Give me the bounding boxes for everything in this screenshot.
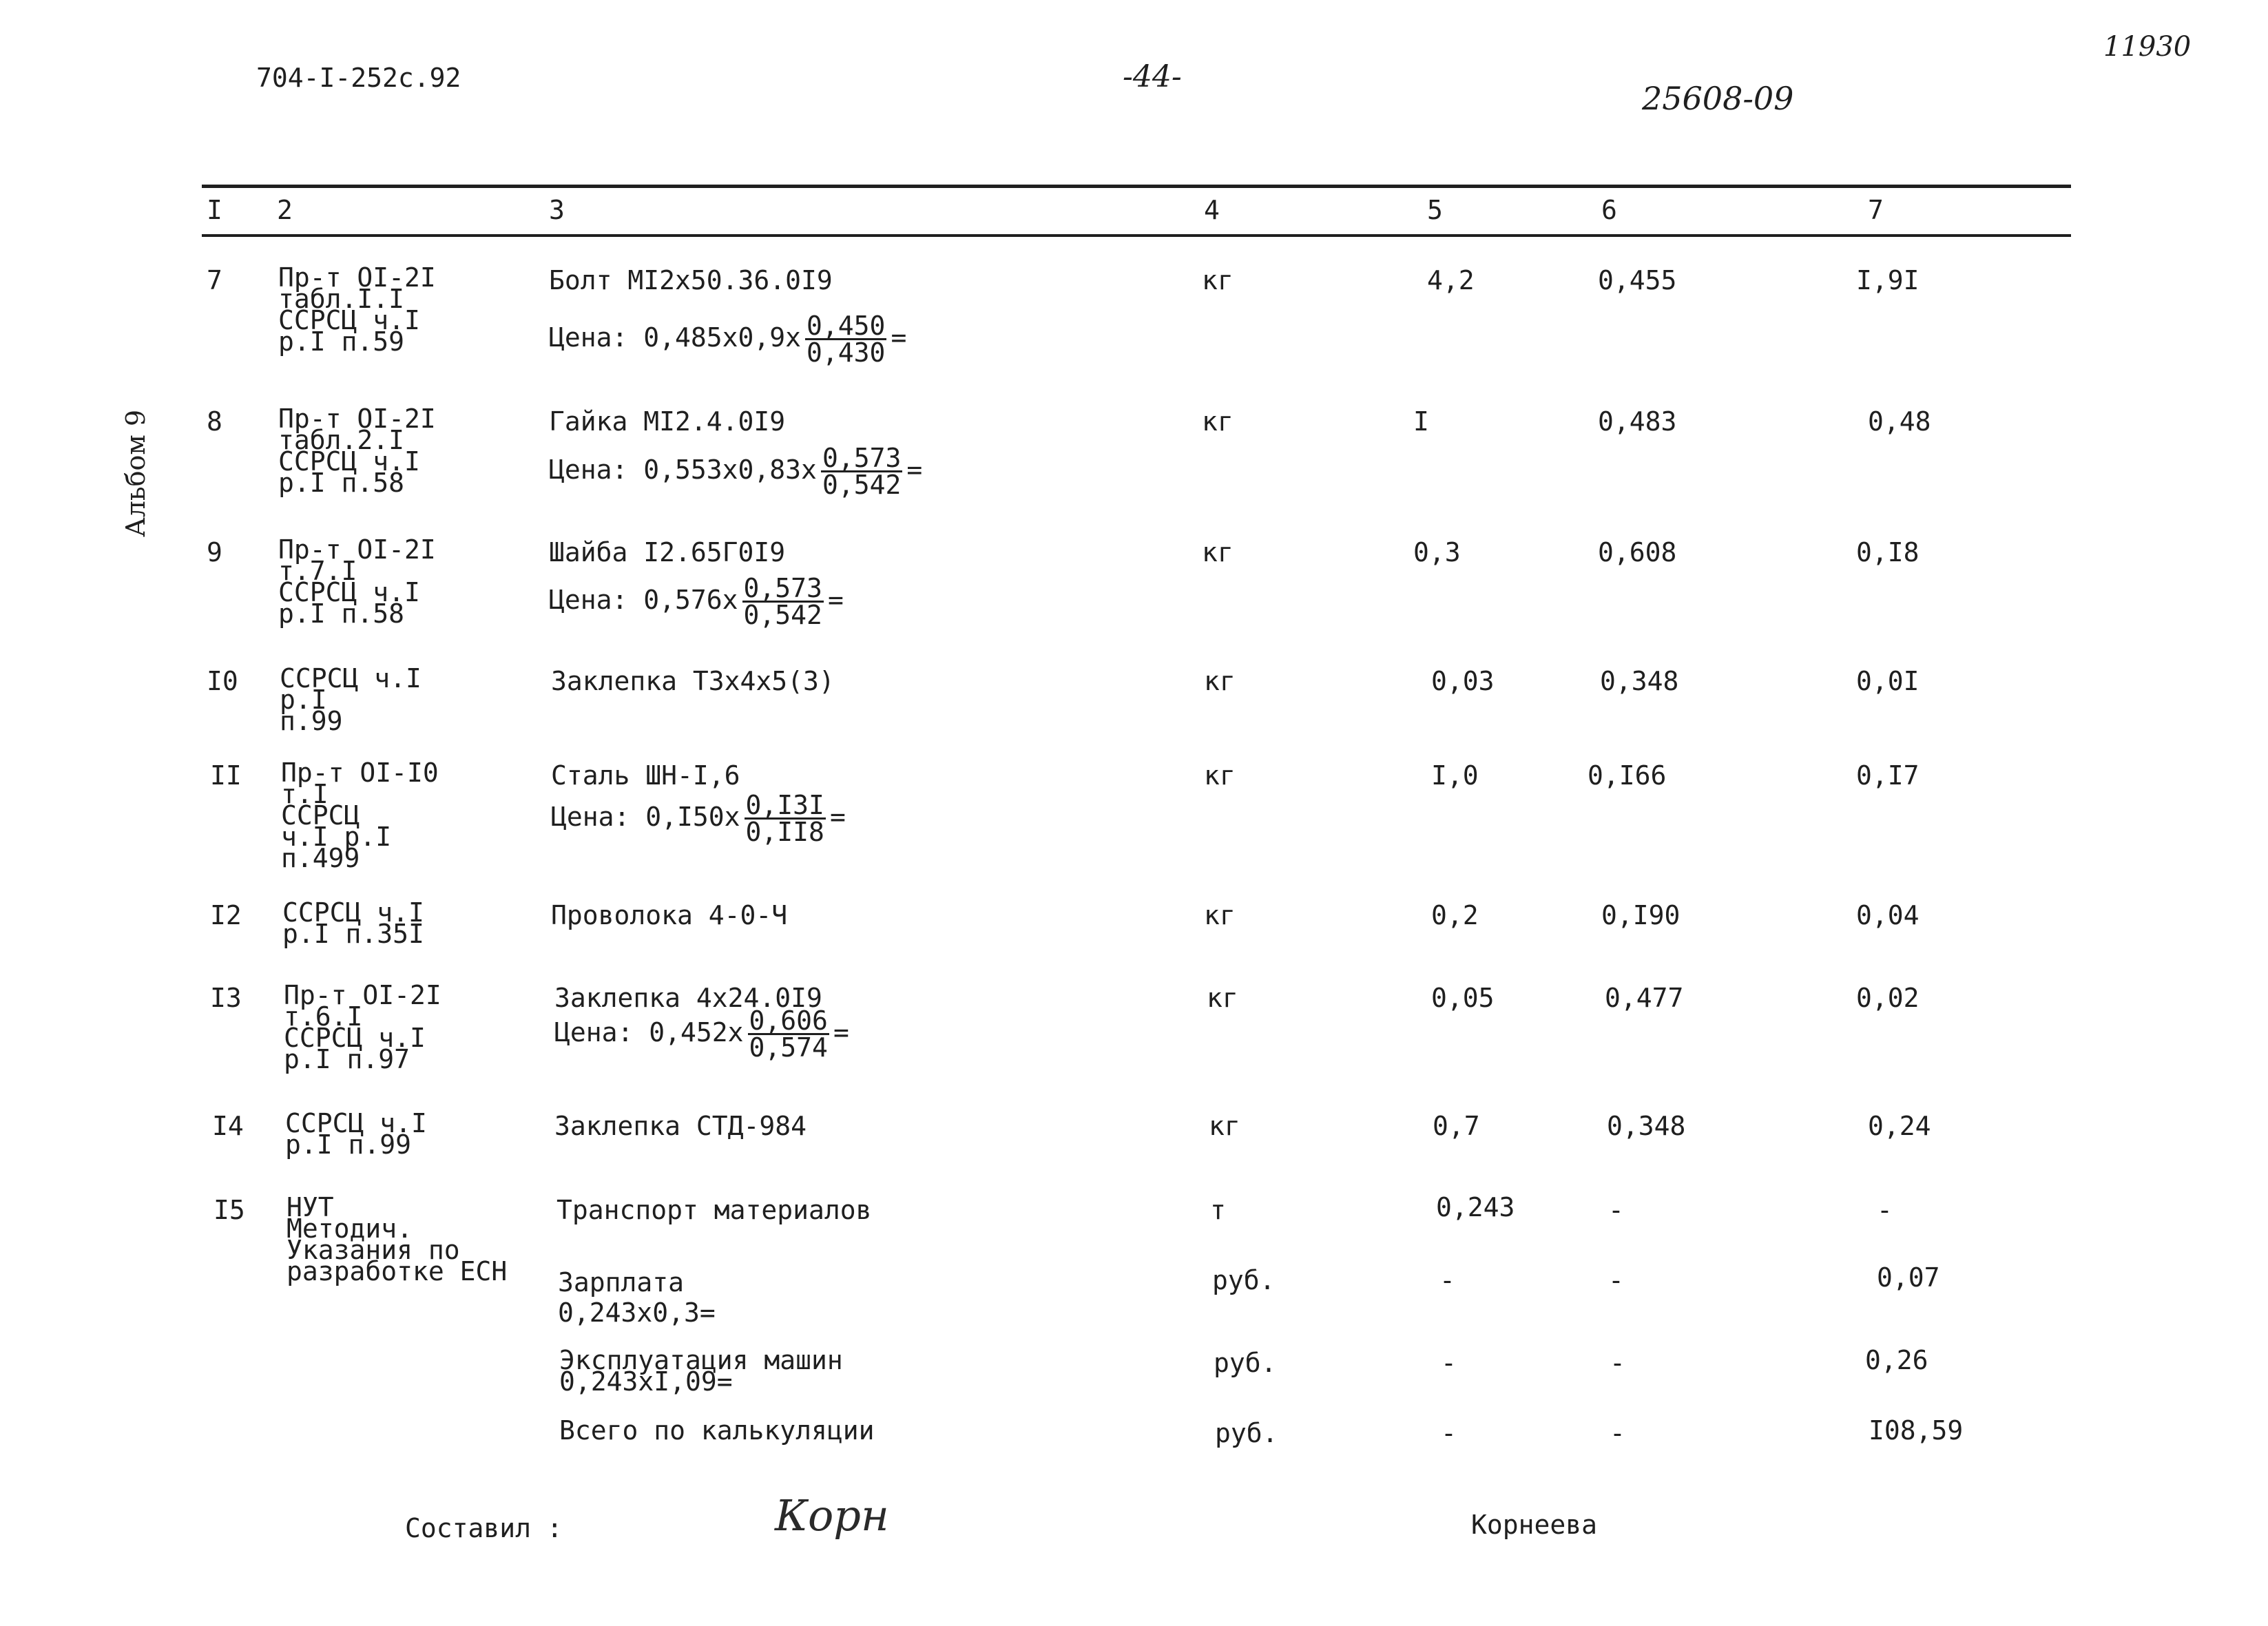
row-price: 0,483: [1598, 406, 1677, 437]
extra-item-line: 0,243х0,3=: [558, 1297, 716, 1328]
row-number: I3: [210, 983, 242, 1013]
price-prefix: Цена: 0,452х: [554, 1017, 744, 1047]
row-price: 0,348: [1600, 666, 1679, 696]
row-quantity: -: [1441, 1418, 1457, 1448]
row-item: Болт МI2х50.36.0I9: [549, 265, 833, 295]
source-line: т.7.I: [278, 556, 357, 586]
row-cost: I,9I: [1856, 265, 1920, 295]
compiled-by-label: Составил :: [405, 1513, 563, 1543]
compiler-name: Корнеева: [1471, 1510, 1598, 1540]
source-line: ССРСЦ ч.I: [278, 446, 420, 477]
column-header-2: 2: [277, 195, 293, 225]
row-quantity: 4,2: [1427, 265, 1475, 295]
row-item: Гайка МI2.4.0I9: [549, 406, 786, 437]
stamp-number: 25608-09: [1642, 80, 1794, 117]
column-header-3: 3: [549, 195, 565, 225]
row-number: II: [210, 760, 242, 791]
row-number: 7: [207, 265, 222, 295]
price-prefix: Цена: 0,553х0,83х: [549, 455, 817, 485]
source-line: р.I п.99: [285, 1129, 412, 1160]
source-line: ССРСЦ ч.I: [282, 897, 424, 928]
source-line: ССРСЦ ч.I: [280, 663, 422, 694]
row-unit: кг: [1207, 983, 1238, 1013]
source-line: р.I п.97: [284, 1044, 410, 1074]
fraction-denominator: 0,430: [807, 337, 886, 368]
row-quantity: 0,7: [1433, 1111, 1480, 1141]
row-source: [278, 262, 436, 357]
row-source: [278, 404, 436, 498]
row-price: -: [1610, 1418, 1625, 1448]
fraction-denominator: 0,II8: [745, 817, 824, 847]
row-unit: кг: [1202, 265, 1234, 295]
row-price: -: [1608, 1195, 1624, 1225]
row-cost: 0,24: [1868, 1111, 1931, 1141]
price-prefix: Цена: 0,I50х: [551, 802, 740, 832]
row-unit: кг: [1204, 900, 1236, 930]
price-formula: [549, 573, 844, 630]
extra-item-line: Всего по калькуляции: [559, 1415, 875, 1446]
extra-item: [559, 1415, 875, 1446]
source-line: ССРСЦ: [281, 800, 360, 831]
row-unit: т: [1210, 1195, 1226, 1225]
fraction-numerator: 0,606: [749, 1005, 828, 1036]
row-item: Транспорт материалов: [556, 1195, 872, 1225]
extra-item: [558, 1267, 716, 1328]
column-header-5: 5: [1427, 195, 1443, 225]
row-quantity: 0,3: [1413, 537, 1461, 567]
fraction-numerator: 0,450: [807, 311, 886, 341]
row-source: [278, 534, 436, 629]
source-line: р.I п.59: [278, 326, 405, 357]
source-line: Методич.: [287, 1213, 413, 1244]
row-unit: кг: [1202, 537, 1234, 567]
row-number: I5: [214, 1195, 245, 1225]
extra-item-line: Зарплата: [558, 1267, 685, 1297]
source-line: Пр-т OI-I0: [281, 758, 439, 788]
source-line: табл.2.I: [278, 425, 405, 455]
fraction-denominator: 0,542: [743, 600, 822, 630]
row-cost: I08,59: [1869, 1415, 1964, 1446]
row-quantity: I,0: [1431, 760, 1479, 791]
row-source: [287, 1192, 508, 1286]
row-cost: 0,48: [1868, 406, 1931, 437]
extra-item: [559, 1345, 843, 1397]
source-line: п.499: [281, 843, 360, 873]
price-prefix: Цена: 0,485х0,9х: [549, 322, 802, 353]
price-fraction: [805, 311, 886, 368]
price-formula: [549, 311, 907, 368]
source-line: разработке ЕСН: [287, 1256, 508, 1286]
source-line: п.99: [280, 706, 343, 736]
doc-code: 704-I-252с.92: [256, 63, 461, 93]
row-quantity: 0,243: [1436, 1192, 1515, 1222]
row-number: 9: [207, 537, 222, 567]
price-suffix: =: [833, 1017, 849, 1047]
price-fraction: [821, 443, 902, 500]
row-price: 0,I66: [1588, 760, 1667, 791]
row-source: [280, 663, 422, 736]
row-quantity: -: [1441, 1348, 1457, 1378]
signature: [775, 1490, 889, 1541]
row-number: I2: [210, 900, 242, 930]
source-line: ч.I р.I: [281, 822, 392, 852]
row-price: 0,I90: [1601, 900, 1681, 930]
column-header-1: I: [207, 195, 222, 225]
column-header-4: 4: [1204, 195, 1220, 225]
row-item: Проволока 4-0-Ч: [551, 900, 788, 930]
row-cost: 0,0I: [1856, 666, 1920, 696]
source-line: Указания по: [287, 1235, 460, 1265]
source-line: ССРСЦ ч.I: [278, 305, 420, 335]
source-line: Пр-т OI-2I: [278, 404, 436, 434]
row-quantity: 0,2: [1431, 900, 1479, 930]
price-suffix: =: [906, 455, 923, 485]
row-unit: руб.: [1212, 1265, 1276, 1295]
row-quantity: 0,05: [1431, 983, 1495, 1013]
price-formula: [551, 790, 846, 847]
page-number: -44-: [1123, 59, 1182, 94]
price-fraction: [742, 573, 824, 630]
price-suffix: =: [827, 585, 844, 615]
row-cost: 0,07: [1877, 1262, 1940, 1293]
source-line: табл.I.I: [278, 284, 405, 314]
row-item: Шайба I2.65Г0I9: [549, 537, 786, 567]
extra-item-line: Эксплуатация машин: [559, 1345, 843, 1375]
source-line: Пр-т OI-2I: [284, 980, 441, 1010]
source-line: р.I п.58: [278, 468, 405, 498]
signature-text: Корн: [775, 1490, 889, 1541]
fraction-denominator: 0,574: [749, 1032, 828, 1063]
row-cost: 0,26: [1865, 1345, 1928, 1375]
row-cost: 0,04: [1856, 900, 1920, 930]
price-fraction: [748, 1005, 829, 1063]
price-suffix: =: [891, 322, 907, 353]
column-header-6: 6: [1601, 195, 1617, 225]
source-line: т.I: [281, 779, 329, 809]
album-side-label: Альбом 9: [121, 409, 151, 537]
source-line: р.I п.58: [278, 598, 405, 629]
source-line: Пр-т OI-2I: [278, 262, 436, 293]
source-line: ССРСЦ ч.I: [284, 1023, 426, 1053]
row-cost: 0,I7: [1856, 760, 1920, 791]
price-formula: [554, 1005, 849, 1063]
row-quantity: I: [1413, 406, 1429, 437]
row-source: [282, 897, 424, 949]
price-fraction: [745, 790, 826, 847]
source-line: ССРСЦ ч.I: [285, 1108, 427, 1138]
row-price: -: [1610, 1348, 1625, 1378]
row-item: Заклепка СТД-984: [554, 1111, 807, 1141]
price-formula: [549, 443, 923, 500]
price-suffix: =: [829, 802, 846, 832]
extra-item-line: 0,243хI,09=: [559, 1366, 733, 1397]
fraction-numerator: 0,573: [822, 443, 902, 473]
source-line: р.I п.35I: [282, 919, 424, 949]
row-price: 0,608: [1598, 537, 1677, 567]
row-number: I4: [212, 1111, 244, 1141]
row-quantity: 0,03: [1431, 666, 1495, 696]
row-item: Сталь ШН-I,6: [551, 760, 740, 791]
header-top-rule: [202, 185, 2071, 188]
row-cost: -: [1877, 1195, 1893, 1225]
fraction-numerator: 0,I3I: [745, 790, 824, 820]
fraction-denominator: 0,542: [822, 470, 902, 500]
source-line: ССРСЦ ч.I: [278, 577, 420, 607]
row-unit: кг: [1204, 760, 1236, 791]
header-bottom-rule: [202, 234, 2071, 237]
row-item: Заклепка Т3х4х5(3): [551, 666, 835, 696]
source-line: НУТ: [287, 1192, 334, 1222]
row-source: [284, 980, 441, 1074]
row-item: Заклепка 4х24.0I9: [554, 983, 822, 1013]
row-source: [285, 1108, 427, 1160]
source-line: т.6.I: [284, 1001, 363, 1032]
row-number: I0: [207, 666, 238, 696]
row-price: -: [1608, 1265, 1624, 1295]
row-unit: руб.: [1214, 1348, 1277, 1378]
row-unit: кг: [1202, 406, 1234, 437]
row-source: [281, 758, 439, 873]
source-line: Пр-т OI-2I: [278, 534, 436, 565]
row-unit: руб.: [1215, 1418, 1278, 1448]
row-price: 0,348: [1607, 1111, 1686, 1141]
source-line: р.I: [280, 685, 327, 715]
fraction-numerator: 0,573: [743, 573, 822, 603]
row-cost: 0,02: [1856, 983, 1920, 1013]
corner-number: 11930: [2103, 31, 2192, 63]
row-cost: 0,I8: [1856, 537, 1920, 567]
row-price: 0,455: [1598, 265, 1677, 295]
row-unit: кг: [1204, 666, 1236, 696]
row-quantity: -: [1439, 1265, 1455, 1295]
row-unit: кг: [1209, 1111, 1240, 1141]
column-header-7: 7: [1868, 195, 1884, 225]
row-number: 8: [207, 406, 222, 437]
price-prefix: Цена: 0,576х: [549, 585, 738, 615]
row-price: 0,477: [1605, 983, 1684, 1013]
